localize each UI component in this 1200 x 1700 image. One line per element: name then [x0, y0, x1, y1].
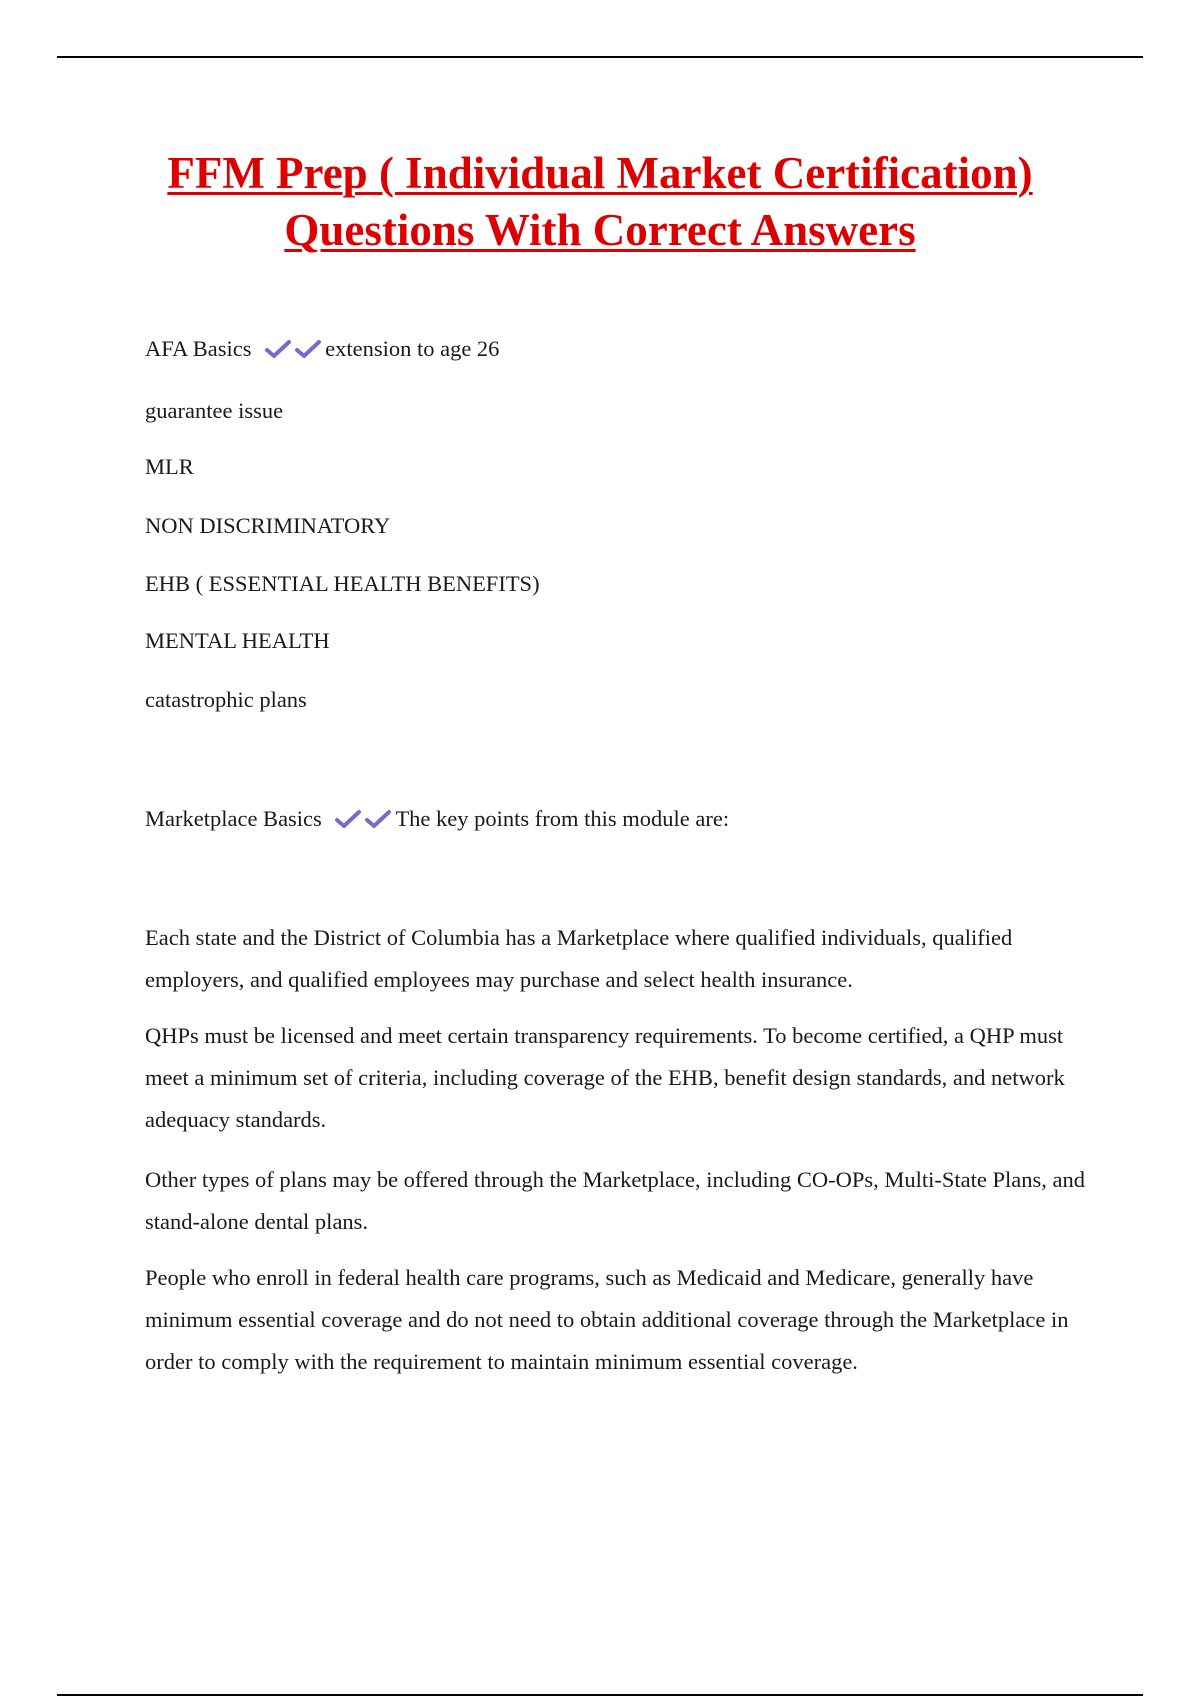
checkmark-icon: [295, 339, 321, 359]
checkmark-icon: [265, 339, 291, 359]
qa-1-answer-line: guarantee issue: [145, 398, 284, 423]
qa-1-answer-line: EHB ( ESSENTIAL HEALTH BENEFITS): [145, 571, 540, 596]
qa-2-question: Marketplace Basics: [145, 806, 322, 831]
top-rule: [57, 56, 1143, 58]
qa-1-question: AFA Basics: [145, 336, 252, 361]
qa-2-paragraph: QHPs must be licensed and meet certain transparency requirements. To become certified, a QHP must meet a minimum set of criteria, including coverage of the EHB, benefit design standards, and network adequacy standards.: [145, 1023, 1065, 1132]
bottom-rule: [57, 1694, 1143, 1696]
title-line-2: Questions With Correct Answers: [284, 205, 916, 255]
qa-1-answer-line: catastrophic plans: [145, 687, 307, 712]
qa-1-question-line: [145, 334, 499, 364]
qa-2-paragraph: Each state and the District of Columbia has a Marketplace where qualified individuals, qualified employers, and qualified employees may purchase and select health insurance.: [145, 925, 1013, 992]
qa-1-answer-line: NON DISCRIMINATORY: [145, 513, 391, 538]
qa-1-answer-line: MLR: [145, 454, 194, 479]
checkmark-icon: [335, 809, 361, 829]
qa-1-answer-first-line: extension to age 26: [325, 336, 500, 361]
qa-2-question-line: [145, 804, 729, 834]
qa-1-answer-line: MENTAL HEALTH: [145, 628, 330, 653]
qa-2-paragraph: People who enroll in federal health care programs, such as Medicaid and Medicare, generally have minimum essential coverage and do not need to obtain additional coverage through the Marketplace in order to comply with the requirement to maintain minimum essential coverage.: [145, 1265, 1069, 1374]
qa-2-paragraph: Other types of plans may be offered through the Marketplace, including CO-OPs, Multi-State Plans, and stand-alone dental plans.: [145, 1167, 1086, 1234]
document-title: [100, 145, 1100, 259]
title-line-1: FFM Prep ( Individual Market Certification): [167, 148, 1033, 198]
checkmark-icon: [365, 809, 391, 829]
qa-2-answer-first-line: The key points from this module are:: [395, 806, 730, 831]
